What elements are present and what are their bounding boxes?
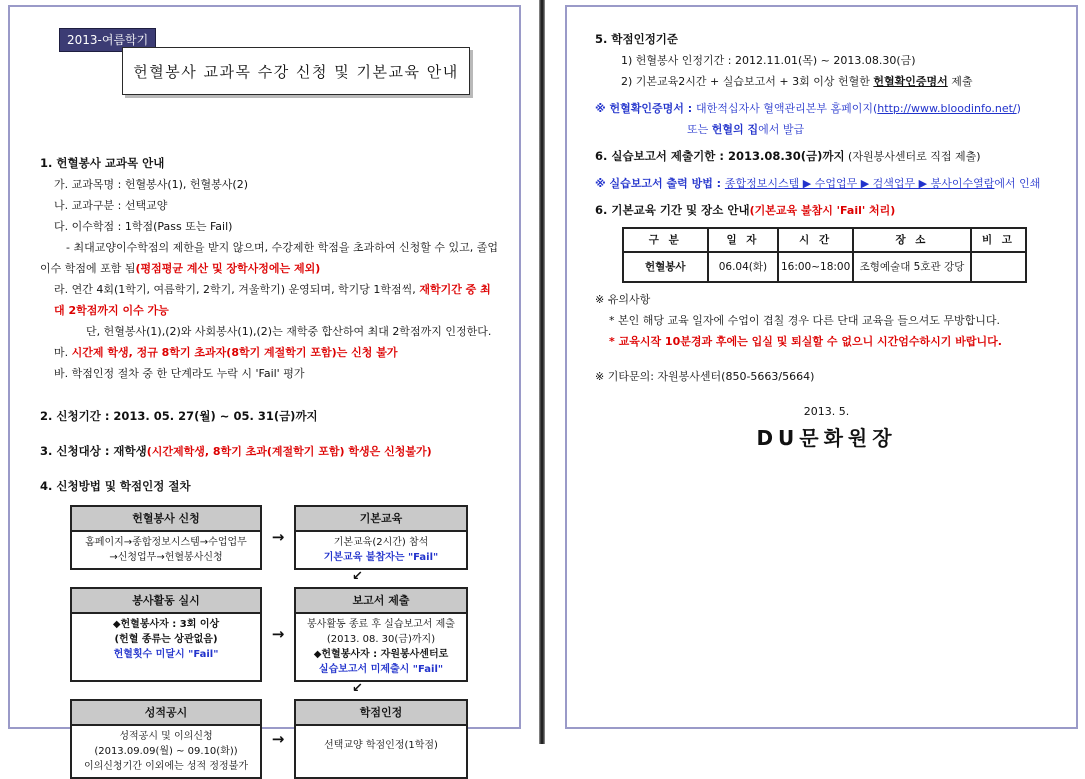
note1-l2-bold: 헌혈의 집 bbox=[711, 123, 759, 136]
bloodinfo-link[interactable]: http://www.bloodinfo.net/ bbox=[877, 102, 1017, 115]
section-1-item-na: 나. 교과구분 : 선택교양 bbox=[54, 199, 168, 212]
flow-fail-line: 실습보고서 미제출시 "Fail" bbox=[318, 664, 444, 675]
note2-post: 에서 인쇄 bbox=[994, 177, 1041, 190]
notice-line-1: * 본인 해당 교육 일자에 수업이 겹칠 경우 다른 단대 교육을 들으셔도 무방합니다. bbox=[609, 314, 1000, 327]
cell-place: 조형예술대 5호관 강당 bbox=[853, 252, 971, 282]
s5l2-post: 제출 bbox=[947, 75, 973, 88]
cell-note bbox=[971, 252, 1026, 282]
section-3-heading bbox=[40, 441, 499, 462]
flow-line: 이의신청기간 이외에는 성적 정정불가 bbox=[83, 761, 249, 772]
note2-lead: ※ 실습보고서 출력 방법 : bbox=[595, 177, 725, 190]
ra-red: 재학기간 중 최대 2학점까지 이수 가능 bbox=[54, 283, 491, 317]
flow-fail-line: 헌혈횟수 미달시 "Fail" bbox=[113, 649, 219, 660]
section-1-item-ra-sub: 단, 헌혈봉사(1),(2)와 사회봉사(1),(2)는 재학중 합산하여 최대 2학점까지 인정한다. bbox=[86, 325, 492, 338]
note-certificate bbox=[595, 98, 1058, 119]
ra-black: 라. 연간 4회(1학기, 여름학기, 2학기, 겨울학기) 운영되며, 학기당 1학점씩, bbox=[54, 283, 420, 296]
flow-box-education-title: 기본교육 bbox=[296, 507, 466, 532]
flow-line: (헌혈 종류는 상관없음) bbox=[114, 634, 218, 645]
issue-date: 2013. 5. bbox=[803, 405, 850, 418]
right-arrow-icon: → bbox=[271, 528, 285, 546]
note-certificate-line2 bbox=[687, 119, 1058, 140]
s5l2-pre: 2) 기본교육2시간 + 실습보고서 + 3회 이상 헌혈한 bbox=[621, 75, 874, 88]
section-6b-heading bbox=[595, 200, 1058, 221]
flow-line: (2013.09.09(월) ~ 09.10(화)) bbox=[94, 746, 238, 757]
flow-box-credit bbox=[294, 699, 468, 779]
notice-heading: ※ 유의사항 bbox=[595, 293, 651, 306]
note1-body: 대한적십자사 혈액관리본부 홈페이지( bbox=[695, 102, 878, 115]
section-5-heading: 5. 학점인정기준 bbox=[595, 32, 679, 46]
cell-time: 16:00~18:00 bbox=[778, 252, 853, 282]
education-schedule-table bbox=[622, 227, 1027, 283]
note-red: (평점평균 계산 및 장학사정에는 제외) bbox=[135, 262, 321, 275]
table-header-row bbox=[623, 228, 1026, 252]
page-2-content bbox=[595, 29, 1058, 449]
term-badge: 2013-여름학기 bbox=[59, 28, 156, 52]
section-1-note bbox=[40, 237, 499, 279]
section-2-heading: 2. 신청기간 : 2013. 05. 27(월) ~ 05. 31(금)까지 bbox=[40, 409, 318, 423]
flow-row-1 bbox=[70, 505, 499, 570]
section-1-item-ra bbox=[54, 279, 499, 321]
flow-box-report-body bbox=[296, 614, 466, 680]
cell-date: 06.04(화) bbox=[708, 252, 779, 282]
notice-line-2: * 교육시작 10분경과 후에는 입실 및 퇴실할 수 없으니 시간엄수하시기 바랍니다. bbox=[609, 335, 1002, 348]
note2-path: 종합정보시스템 ▶ 수업업무 ▶ 검색업무 ▶ 봉사이수열람 bbox=[724, 177, 995, 190]
note1-lead: ※ 헌혈확인증명서 : bbox=[595, 102, 696, 115]
s3-red: (시간제학생, 8학기 초과(계절학기 포함) 학생은 신청불가) bbox=[146, 445, 432, 458]
col-date: 일 자 bbox=[708, 228, 779, 252]
note1-l2-post: 에서 발급 bbox=[758, 123, 805, 136]
flow-line: →신청업무→헌혈봉사신청 bbox=[109, 552, 223, 563]
section-5-line-2 bbox=[621, 71, 1058, 92]
flow-line: 봉사활동 종료 후 실습보고서 제출 bbox=[307, 619, 455, 630]
flow-line: 기본교육(2시간) 참석 bbox=[333, 537, 429, 548]
right-arrow-icon: → bbox=[271, 729, 285, 748]
flow-line: 홈페이지→종합정보시스템→수업업무 bbox=[85, 537, 247, 548]
flow-box-report-title: 보고서 제출 bbox=[296, 589, 466, 614]
flow-box-credit-title: 학점인정 bbox=[296, 701, 466, 726]
flow-box-credit-body bbox=[296, 726, 466, 765]
flow-box-grades-body bbox=[72, 726, 260, 777]
col-category: 구 분 bbox=[623, 228, 708, 252]
section-1-item-ba: 바. 학점인정 절차 중 한 단계라도 누락 시 'Fail' 평가 bbox=[54, 367, 305, 380]
note-black: - 최대교양이수학점의 제한을 받지 않으며, 수강제한 학점을 초과하여 신청할 수 있고, 졸업이수 학점에 포함 됨 bbox=[40, 241, 498, 275]
ma-black: 마. bbox=[54, 346, 72, 359]
col-place: 장 소 bbox=[853, 228, 971, 252]
flow-row-3 bbox=[70, 699, 499, 779]
page-1 bbox=[8, 5, 521, 772]
note1-l2-pre: 또는 bbox=[687, 123, 712, 136]
flow-line: ◆헌혈봉사자 : 자원봉사센터로 bbox=[313, 649, 449, 660]
section-6a-heading bbox=[595, 146, 1058, 167]
flow-box-grades bbox=[70, 699, 262, 779]
flow-line: ◆헌혈봉사자 : 3회 이상 bbox=[112, 619, 220, 630]
section-5-line-1: 1) 헌혈봉사 인정기간 : 2012.11.01(목) ~ 2013.08.30(금) bbox=[621, 54, 916, 67]
section-1-item-ga: 가. 교과목명 : 헌혈봉사(1), 헌혈봉사(2) bbox=[54, 178, 248, 191]
page-divider bbox=[539, 0, 545, 744]
flow-line: (2013. 08. 30(금)까지) bbox=[326, 634, 436, 645]
signature: DU문화원장 bbox=[756, 426, 897, 450]
note-report-print bbox=[595, 173, 1058, 194]
cell-category: 헌혈봉사 bbox=[623, 252, 708, 282]
flow-line: 선택교양 학점인정(1학점) bbox=[324, 740, 438, 751]
section-1-heading: 1. 헌혈봉사 교과목 안내 bbox=[40, 156, 165, 170]
flow-line: 성적공시 및 이의신청 bbox=[119, 731, 213, 742]
flow-box-education bbox=[294, 505, 468, 570]
s6b-black: 6. 기본교육 기간 및 장소 안내 bbox=[595, 203, 750, 217]
flow-box-activity-title: 봉사활동 실시 bbox=[72, 589, 260, 614]
flow-box-education-body bbox=[296, 532, 466, 568]
section-4-heading: 4. 신청방법 및 학점인정 절차 bbox=[40, 479, 191, 493]
s5l2-certificate: 헌혈확인증명서 bbox=[873, 75, 948, 88]
flow-box-apply bbox=[70, 505, 262, 570]
section-1-item-ma bbox=[54, 342, 499, 363]
flow-box-apply-body bbox=[72, 532, 260, 568]
col-time: 시 간 bbox=[778, 228, 853, 252]
down-left-arrow-icon: ↙ bbox=[352, 681, 363, 696]
document-title: 헌혈봉사 교과목 수강 신청 및 기본교육 안내 bbox=[122, 47, 470, 95]
flow-box-activity-body bbox=[72, 614, 260, 665]
flow-row-2 bbox=[70, 587, 499, 682]
contact-line: ※ 기타문의: 자원봉사센터(850-5663/5664) bbox=[595, 370, 815, 383]
col-note: 비 고 bbox=[971, 228, 1026, 252]
ma-red: 시간제 학생, 정규 8학기 초과자(8학기 계절학기 포함)는 신청 불가 bbox=[71, 346, 398, 359]
section-1-item-da: 다. 이수학점 : 1학점(Pass 또는 Fail) bbox=[54, 220, 233, 233]
right-arrow-icon: → bbox=[271, 625, 285, 643]
flow-box-grades-title: 성적공시 bbox=[72, 701, 260, 726]
page-1-content bbox=[40, 153, 499, 779]
s6a-rest: (자원봉사센터로 직접 제출) bbox=[844, 150, 981, 163]
flow-box-activity bbox=[70, 587, 262, 682]
s6a-bold: 6. 실습보고서 제출기한 : 2013.08.30(금)까지 bbox=[595, 149, 845, 163]
s6b-red: (기본교육 불참시 'Fail' 처리) bbox=[749, 204, 896, 217]
note1-close: ) bbox=[1016, 102, 1021, 115]
s3-black: 3. 신청대상 : 재학생 bbox=[40, 444, 147, 458]
flow-box-report bbox=[294, 587, 468, 682]
table-row bbox=[623, 252, 1026, 282]
flow-box-apply-title: 헌혈봉사 신청 bbox=[72, 507, 260, 532]
flow-fail-line: 기본교육 불참자는 "Fail" bbox=[323, 552, 439, 563]
page-2 bbox=[565, 5, 1078, 729]
down-left-arrow-icon: ↙ bbox=[352, 569, 363, 584]
